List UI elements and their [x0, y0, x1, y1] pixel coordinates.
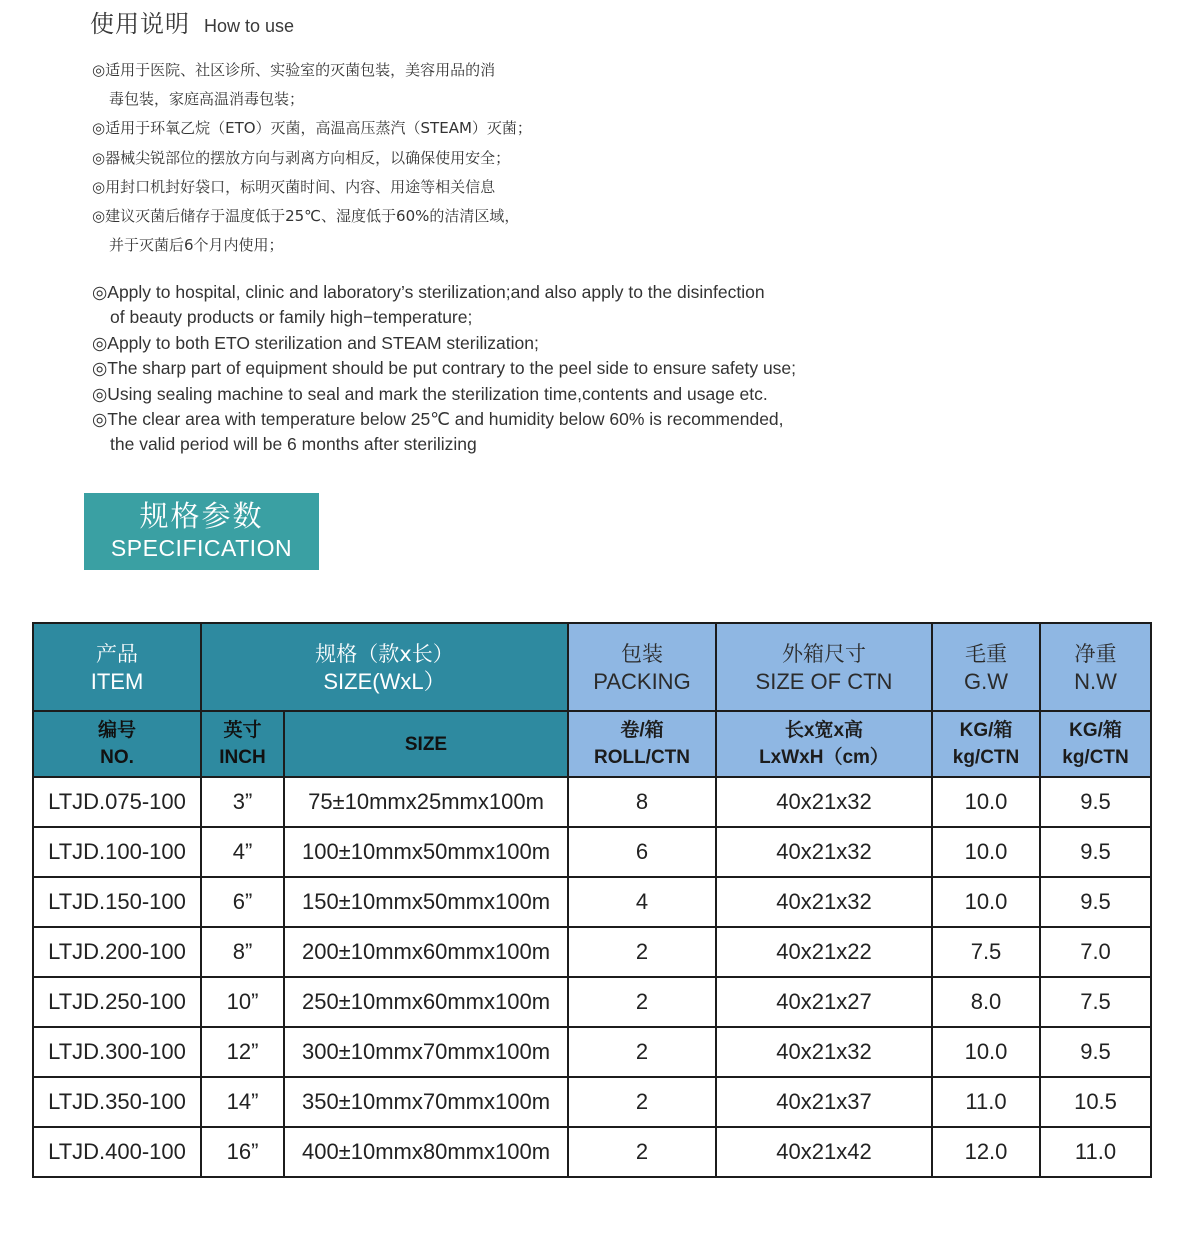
cell-roll-ctn: 6 — [568, 827, 716, 877]
cell-inch: 16” — [201, 1127, 284, 1177]
usage-item-text: ◎适用于医院、社区诊所、实验室的灭菌包装，美容用品的消 — [92, 61, 496, 79]
table-row — [33, 927, 1151, 977]
specification-rows — [33, 777, 1151, 1177]
cell-net-weight: 9.5 — [1040, 777, 1151, 827]
table-row — [33, 777, 1151, 827]
header-packing: 包装 PACKING — [568, 623, 716, 711]
cell-inch: 12” — [201, 1027, 284, 1077]
usage-item-text: ◎建议灭菌后储存于温度低于25℃、湿度低于60%的洁清区域， — [92, 207, 520, 226]
table-row — [33, 877, 1151, 927]
table-row — [33, 1077, 1151, 1127]
usage-list-en — [92, 280, 796, 458]
table-row — [33, 1127, 1151, 1177]
usage-item — [92, 356, 796, 381]
usage-item — [92, 407, 796, 458]
header-size: 规格（款x长） SIZE(WxL） — [201, 623, 568, 711]
cell-size: 300±10mmx70mmx100m — [284, 1027, 568, 1077]
cell-item-no: LTJD.250-100 — [33, 977, 201, 1027]
cell-net-weight: 11.0 — [1040, 1127, 1151, 1177]
usage-item — [92, 382, 796, 407]
specification-title-en: SPECIFICATION — [110, 535, 293, 561]
cell-gross-weight: 10.0 — [932, 877, 1040, 927]
header-item: 产品 ITEM — [33, 623, 201, 711]
cell-item-no: LTJD.075-100 — [33, 777, 201, 827]
cell-carton-size: 40x21x32 — [716, 1027, 932, 1077]
subheader-size: SIZE — [284, 711, 568, 777]
cell-item-no: LTJD.400-100 — [33, 1127, 201, 1177]
how-to-use-heading — [90, 4, 294, 39]
cell-net-weight: 7.0 — [1040, 927, 1151, 977]
cell-size: 75±10mmx25mmx100m — [284, 777, 568, 827]
cell-item-no: LTJD.300-100 — [33, 1027, 201, 1077]
cell-gross-weight: 10.0 — [932, 1027, 1040, 1077]
usage-item-text: ◎适用于环氧乙烷（ETO）灭菌，高温高压蒸汽（STEAM）灭菌； — [92, 119, 532, 138]
subheader-no: 编号 NO. — [33, 711, 201, 777]
cell-carton-size: 40x21x32 — [716, 827, 932, 877]
usage-item-text: ◎Using sealing machine to seal and mark the sterilization time,contents and usage etc. — [92, 383, 768, 404]
usage-item-continuation: the valid period will be 6 months after sterilizing — [110, 434, 477, 455]
cell-size: 150±10mmx50mmx100m — [284, 877, 568, 927]
cell-roll-ctn: 4 — [568, 877, 716, 927]
cell-carton-size: 40x21x22 — [716, 927, 932, 977]
usage-item-continuation: 并于灭菌后6个月内使用； — [109, 236, 284, 255]
cell-net-weight: 9.5 — [1040, 827, 1151, 877]
cell-size: 200±10mmx60mmx100m — [284, 927, 568, 977]
usage-item-text: ◎Apply to hospital, clinic and laboratory’s sterilization;and also apply to the disinfection — [92, 282, 765, 302]
cell-gross-weight: 10.0 — [932, 827, 1040, 877]
specification-table — [32, 622, 1152, 1178]
usage-item — [92, 331, 796, 356]
usage-item-continuation: 毒包装，家庭高温消毒包装； — [109, 90, 305, 109]
cell-roll-ctn: 2 — [568, 1127, 716, 1177]
cell-carton-size: 40x21x32 — [716, 877, 932, 927]
specification-badge — [84, 493, 319, 570]
header-row-sub — [33, 711, 1151, 777]
usage-item — [92, 280, 796, 331]
cell-size: 250±10mmx60mmx100m — [284, 977, 568, 1027]
header-carton-size: 外箱尺寸 SIZE OF CTN — [716, 623, 932, 711]
subheader-gw-unit: KG/箱 kg/CTN — [932, 711, 1040, 777]
usage-list-zh — [92, 56, 532, 260]
usage-item — [92, 144, 532, 173]
cell-inch: 6” — [201, 877, 284, 927]
header-row-main — [33, 623, 1151, 711]
cell-net-weight: 9.5 — [1040, 877, 1151, 927]
usage-item — [92, 56, 532, 114]
cell-net-weight: 7.5 — [1040, 977, 1151, 1027]
cell-gross-weight: 12.0 — [932, 1127, 1040, 1177]
specification-title-zh: 规格参数 — [139, 499, 264, 533]
subheader-inch: 英寸 INCH — [201, 711, 284, 777]
cell-size: 400±10mmx80mmx100m — [284, 1127, 568, 1177]
how-to-use-title-en: How to use — [204, 16, 295, 36]
cell-item-no: LTJD.100-100 — [33, 827, 201, 877]
usage-item-continuation: of beauty products or family high−temperature; — [110, 307, 473, 328]
cell-carton-size: 40x21x42 — [716, 1127, 932, 1177]
cell-inch: 8” — [201, 927, 284, 977]
usage-item-text: ◎The clear area with temperature below 25℃ and humidity below 60% is recommended, — [92, 409, 784, 430]
usage-item-text: ◎器械尖锐部位的摆放方向与剥离方向相反，以确保使用安全； — [92, 148, 511, 167]
table-row — [33, 977, 1151, 1027]
subheader-dimensions: 长x宽x高 LxWxH（cm） — [716, 711, 932, 777]
cell-roll-ctn: 8 — [568, 777, 716, 827]
cell-carton-size: 40x21x37 — [716, 1077, 932, 1127]
usage-item — [92, 173, 532, 202]
cell-inch: 10” — [201, 977, 284, 1027]
cell-item-no: LTJD.150-100 — [33, 877, 201, 927]
cell-roll-ctn: 2 — [568, 927, 716, 977]
table-row — [33, 1027, 1151, 1077]
cell-inch: 4” — [201, 827, 284, 877]
cell-carton-size: 40x21x32 — [716, 777, 932, 827]
subheader-roll-ctn: 卷/箱 ROLL/CTN — [568, 711, 716, 777]
how-to-use-title-zh: 使用说明 — [90, 10, 190, 38]
cell-item-no: LTJD.200-100 — [33, 927, 201, 977]
table-row — [33, 827, 1151, 877]
header-net-weight: 净重 N.W — [1040, 623, 1151, 711]
cell-gross-weight: 8.0 — [932, 977, 1040, 1027]
cell-roll-ctn: 2 — [568, 1077, 716, 1127]
subheader-nw-unit: KG/箱 kg/CTN — [1040, 711, 1151, 777]
cell-roll-ctn: 2 — [568, 1027, 716, 1077]
usage-item-text: ◎The sharp part of equipment should be put contrary to the peel side to ensure safety use; — [92, 358, 797, 379]
usage-item-text: ◎用封口机封好袋口，标明灭菌时间、内容、用途等相关信息 — [92, 177, 496, 196]
cell-gross-weight: 7.5 — [932, 927, 1040, 977]
cell-inch: 3” — [201, 777, 284, 827]
usage-item — [92, 202, 532, 260]
usage-item-text: ◎Apply to both ETO sterilization and STEAM sterilization; — [92, 332, 539, 353]
cell-net-weight: 10.5 — [1040, 1077, 1151, 1127]
cell-gross-weight: 11.0 — [932, 1077, 1040, 1127]
cell-size: 350±10mmx70mmx100m — [284, 1077, 568, 1127]
cell-net-weight: 9.5 — [1040, 1027, 1151, 1077]
cell-size: 100±10mmx50mmx100m — [284, 827, 568, 877]
cell-item-no: LTJD.350-100 — [33, 1077, 201, 1127]
usage-item — [92, 114, 532, 143]
header-gross-weight: 毛重 G.W — [932, 623, 1040, 711]
cell-roll-ctn: 2 — [568, 977, 716, 1027]
cell-inch: 14” — [201, 1077, 284, 1127]
cell-gross-weight: 10.0 — [932, 777, 1040, 827]
cell-carton-size: 40x21x27 — [716, 977, 932, 1027]
